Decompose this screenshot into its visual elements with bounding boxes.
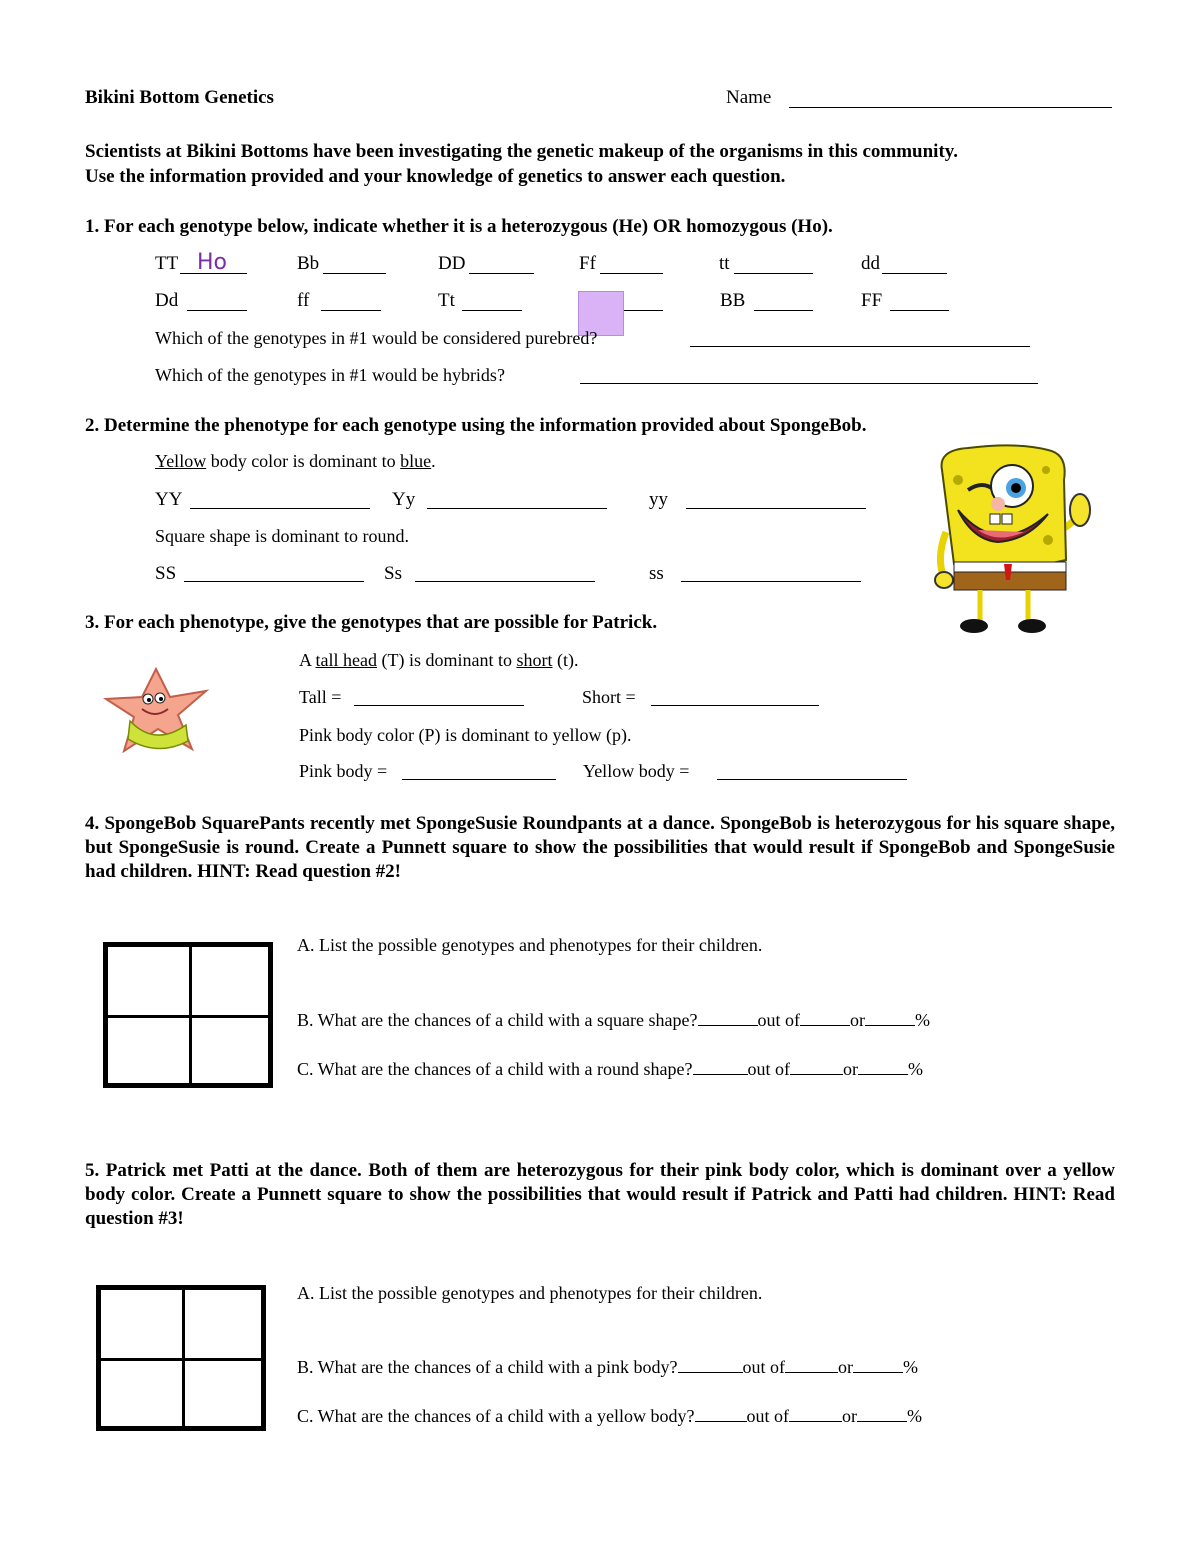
q1-genotype-DD: DD: [438, 253, 466, 274]
q2-answer-yy[interactable]: [686, 508, 866, 509]
q2-genotype-SS: SS: [155, 563, 177, 584]
q3-yellow-label: Yellow body =: [583, 761, 690, 781]
q1-answer-Dd[interactable]: [187, 310, 247, 311]
q3-rule-height: [299, 650, 578, 671]
q1-genotype-dd: dd: [861, 253, 880, 274]
intro-line-2: Use the information provided and your knowledge of genetics to answer each question.: [85, 166, 786, 187]
q2-rule-end: .: [431, 451, 436, 471]
q5-c-or: or: [842, 1406, 858, 1426]
q3-pink-answer[interactable]: [402, 779, 556, 780]
q1-answer-ff[interactable]: [321, 310, 381, 311]
q5-c-count-blank[interactable]: [695, 1420, 747, 1422]
q2-rule-color: [155, 451, 436, 472]
q1-genotype-ff: ff: [297, 290, 310, 311]
q5-prompt: 5. Patrick met Patti at the dance. Both of them are heterozygous for their pink body color, which is dominant over a yellow body color. Create a Punnett square to show the possibilities that would result if Patrick and Patti had children. HINT: Read question #3!: [85, 1160, 1115, 1229]
q4-part-c-question: C. What are the chances of a child with a round shape?: [297, 1059, 693, 1079]
worksheet-title: Bikini Bottom Genetics: [85, 87, 274, 108]
q2-genotype-ss: ss: [649, 563, 664, 584]
q5-punnett-square[interactable]: [96, 1285, 266, 1431]
q5-c-out-of: out of: [746, 1406, 790, 1426]
q1-answer-Bb[interactable]: [323, 273, 386, 274]
q5-c-total-blank[interactable]: [789, 1420, 842, 1422]
q4-b-count-blank[interactable]: [698, 1024, 758, 1026]
q5-part-c: [297, 1406, 922, 1427]
q3-pink-label: Pink body =: [299, 761, 388, 781]
q5-punnett-divider-h: [101, 1358, 261, 1361]
q4-part-a: A. List the possible genotypes and phenotypes for their children.: [297, 935, 763, 955]
q3-tall-label: Tall =: [299, 687, 342, 707]
patrick-illustration: [100, 665, 212, 757]
q3-prompt: 3. For each phenotype, give the genotypes that are possible for Patrick.: [85, 612, 658, 633]
intro-line-1: Scientists at Bikini Bottoms have been investigating the genetic makeup of the organisms in this community.: [85, 141, 958, 162]
q5-part-b-question: B. What are the chances of a child with a pink body?: [297, 1357, 678, 1377]
q2-rule-mid: body color is dominant to: [206, 451, 401, 471]
q2-answer-ss[interactable]: [681, 581, 861, 582]
q2-rule-blue: blue: [400, 451, 432, 471]
q3-short-answer[interactable]: [651, 705, 819, 706]
q2-answer-Ss[interactable]: [415, 581, 595, 582]
q4-c-or: or: [843, 1059, 859, 1079]
q3-rule-color: Pink body color (P) is dominant to yellow (p).: [299, 725, 632, 745]
q4-punnett-divider-h: [108, 1015, 268, 1018]
q4-c-percent-blank[interactable]: [858, 1073, 908, 1075]
q5-b-or: or: [838, 1357, 854, 1377]
q4-part-b-question: B. What are the chances of a child with a square shape?: [297, 1010, 698, 1030]
q1-answer-DD[interactable]: [469, 273, 534, 274]
q4-b-out-of: out of: [757, 1010, 800, 1030]
q4-part-b: [297, 1010, 930, 1031]
q1-genotype-BB: BB: [720, 290, 746, 311]
q4-c-total-blank[interactable]: [790, 1073, 843, 1075]
q2-answer-Yy[interactable]: [427, 508, 607, 509]
q3-rule-mid: (T) is dominant to: [377, 650, 517, 670]
q5-b-pct: %: [903, 1357, 919, 1377]
q5-b-total-blank[interactable]: [785, 1371, 838, 1373]
q3-rule-a: A: [299, 650, 316, 670]
q4-c-out-of: out of: [747, 1059, 791, 1079]
q1-answer-dd[interactable]: [882, 273, 947, 274]
q2-prompt: 2. Determine the phenotype for each genotype using the information provided about SpongeBob.: [85, 415, 867, 436]
q4-b-total-blank[interactable]: [800, 1024, 850, 1026]
q1-purebred-answer[interactable]: [690, 346, 1030, 347]
q1-answer-tt[interactable]: [734, 273, 813, 274]
q4-b-or: or: [850, 1010, 865, 1030]
q2-rule-shape: Square shape is dominant to round.: [155, 526, 409, 546]
q4-b-pct: %: [915, 1010, 930, 1030]
q4-punnett-square[interactable]: [103, 942, 273, 1088]
q1-answer-Tt[interactable]: [462, 310, 522, 311]
q1-genotype-Bb: Bb: [297, 253, 320, 274]
q2-genotype-YY: YY: [155, 489, 183, 510]
q2-answer-SS[interactable]: [184, 581, 364, 582]
q2-genotype-yy: yy: [649, 489, 668, 510]
q1-genotype-tt: tt: [719, 253, 730, 274]
q5-c-pct: %: [907, 1406, 923, 1426]
q4-c-pct: %: [908, 1059, 924, 1079]
q4-part-c: [297, 1059, 923, 1080]
spongebob-illustration: [928, 440, 1098, 636]
q3-short-label: Short =: [582, 687, 636, 707]
q3-yellow-answer[interactable]: [717, 779, 907, 780]
q4-c-count-blank[interactable]: [693, 1073, 748, 1075]
q3-tall-answer[interactable]: [354, 705, 524, 706]
q5-b-count-blank[interactable]: [678, 1371, 743, 1373]
q1-hybrid-answer[interactable]: [580, 383, 1038, 384]
handwritten-answer-ho: Ho: [197, 250, 228, 275]
q1-genotype-Dd: Dd: [155, 290, 179, 311]
q1-genotype-Ff: Ff: [579, 253, 596, 274]
q3-rule-end: (t).: [552, 650, 579, 670]
q1-purebred-question: Which of the genotypes in #1 would be considered purebred?: [155, 328, 598, 348]
q1-answer-BB[interactable]: [754, 310, 813, 311]
q5-part-c-question: C. What are the chances of a child with a yellow body?: [297, 1406, 695, 1426]
q4-prompt: 4. SpongeBob SquarePants recently met SpongeSusie Roundpants at a dance. SpongeBob is heterozygous for his square shape, but SpongeSusie is round. Create a Punnett square to show the possibilities that would result if SpongeBob and SpongeSusie had children. HINT: Read question #2!: [85, 813, 1115, 882]
q1-answer-FF[interactable]: [890, 310, 949, 311]
q3-rule-tall-head: tall head: [315, 650, 377, 670]
q5-part-a: A. List the possible genotypes and phenotypes for their children.: [297, 1283, 763, 1303]
q5-c-percent-blank[interactable]: [857, 1420, 907, 1422]
q5-b-percent-blank[interactable]: [853, 1371, 903, 1373]
q3-rule-short: short: [516, 650, 553, 670]
q1-hybrid-question: Which of the genotypes in #1 would be hybrids?: [155, 365, 505, 385]
q5-part-b: [297, 1357, 918, 1378]
name-field[interactable]: [789, 107, 1112, 108]
q5-b-out-of: out of: [742, 1357, 786, 1377]
q4-b-percent-blank[interactable]: [865, 1024, 915, 1026]
q2-rule-yellow: Yellow: [155, 451, 207, 471]
q1-genotype-Tt: Tt: [438, 290, 455, 311]
q1-answer-Ff[interactable]: [600, 273, 663, 274]
q1-prompt: 1. For each genotype below, indicate whether it is a heterozygous (He) OR homozygous (Ho).: [85, 216, 833, 237]
q1-genotype-TT: TT: [155, 253, 179, 274]
name-label: Name: [726, 87, 772, 108]
q2-genotype-Ss: Ss: [384, 563, 402, 584]
q1-genotype-FF: FF: [861, 290, 883, 311]
q2-genotype-Yy: Yy: [392, 489, 416, 510]
q2-answer-YY[interactable]: [190, 508, 370, 509]
